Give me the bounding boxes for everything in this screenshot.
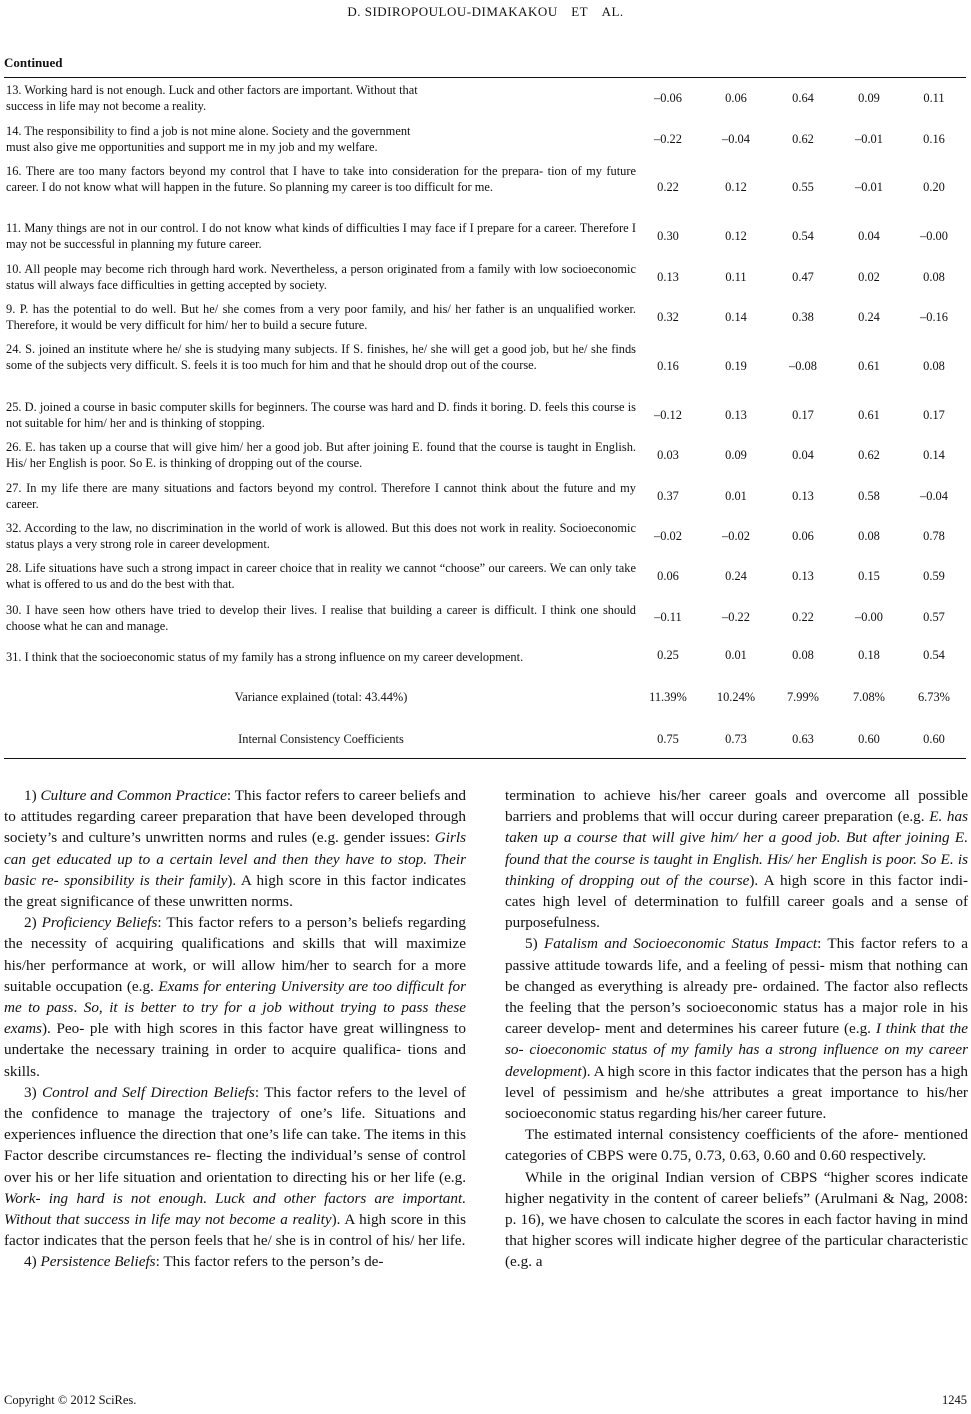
item-text: 27. In my life there are many situations and factors beyond my control. Therefore I cannot think about the future and my career.: [6, 481, 636, 511]
loading-value: 0.06: [657, 569, 679, 583]
variance-value: 6.73%: [917, 690, 950, 704]
loading-value: 0.08: [923, 359, 945, 373]
variance-value: 7.08%: [852, 690, 885, 704]
loading-value: 0.09: [725, 448, 747, 462]
loading-value: 0.59: [923, 569, 945, 583]
consistency-value: 0.73: [725, 732, 747, 746]
loading-value: 0.17: [923, 408, 945, 422]
loading-value: 0.13: [792, 489, 814, 503]
loading-value: –0.00: [855, 610, 883, 624]
table-row: [0, 219, 971, 257]
loading-value: 0.25: [657, 648, 679, 662]
item-text: 24. S. joined an institute where he/ she is studying many subjects. If S. finishes, he/ she will get a good job, but he/ she finds some of the subjects very difficult. S. feels it is too much for him and that he should drop out of the course.: [6, 342, 636, 372]
variance-value: 10.24%: [716, 690, 756, 704]
variance-value: 11.39%: [649, 690, 687, 704]
right-paragraph: The estimated internal consistency coefficients of the afore- mentioned categories of CBPS were 0.75, 0.73, 0.63, 0.60 and 0.60 respectively.: [505, 1126, 968, 1165]
loading-value: 0.04: [792, 448, 814, 462]
loading-value: 0.54: [792, 229, 814, 243]
loading-value: 0.12: [725, 180, 747, 194]
item-text: 9. P. has the potential to do well. But he/ she comes from a very poor family, and his/ her father is an unqualified worker. Therefore, it would be very difficult for him/ her to build a secure future.: [6, 302, 636, 332]
loading-value: 0.61: [858, 359, 880, 373]
loading-value: 0.47: [792, 270, 814, 284]
loading-value: 0.18: [858, 648, 880, 662]
consistency-row: [0, 732, 971, 752]
item-text: 32. According to the law, no discrimination in the world of work is allowed. But this does not work in reality. Socioeconomic status plays a very strong role in career development.: [6, 521, 636, 551]
left-paragraph: 4) Persistence Beliefs: This factor refers to the person’s de-: [24, 1253, 384, 1271]
loading-value: 0.12: [725, 229, 747, 243]
loading-value: 0.37: [657, 489, 679, 503]
loading-value: 0.38: [792, 310, 814, 324]
loading-value: 0.32: [657, 310, 679, 324]
variance-row: [0, 690, 971, 710]
consistency-value: 0.63: [792, 732, 814, 746]
item-text: 16. There are too many factors beyond my control that I have to take into consideration for the prepara- tion of my future career. I do not know what will happen in the future. So planning my career is too difficult for me.: [6, 164, 636, 194]
copyright-footer: Copyright © 2012 SciRes.: [4, 1393, 137, 1407]
loading-value: 0.16: [923, 132, 945, 146]
loading-value: 0.19: [725, 359, 747, 373]
loading-value: 0.06: [725, 91, 747, 105]
right-paragraph: 5) Fatalism and Socioeconomic Status Impact: This factor refers to a passive attitude towards life, and a feeling of pessi- mism that nothing can be changed as everything is already pre- ordained. The factor also reflects the feeling that the person’s socioeconomic status has a major role in his career develop- ment and determines his career future (e.g. I think that the so- cioeconomic status of my family has a strong influence on my career development). A high score in this factor indicates that the person has a high level of pessimism and he/she attributes a great importance to his/her socioeconomic status regarding his/her career future.: [505, 935, 968, 1123]
left-paragraph: 2) Proficiency Beliefs: This factor refers to a person’s beliefs regarding the necessity of acquiring qualifications and skills that will maximize his/her performance at work, or will allow him/her to search for a more suitable occupation (e.g. Exams for entering University are too difficult for me to pass. So, it is better to try for a job without trying to pass these exams). Peo- ple with high scores in this factor have great willingness to undertake the necessary training in order to acquire qualifica- tions and skills.: [4, 914, 467, 1080]
loading-value: –0.02: [654, 529, 682, 543]
left-paragraph: 3) Control and Self Direction Beliefs: This factor refers to the level of the confidence to manage the trajectory of one’s life. Situations and experiences influence the direction that one’s life can take. The items in this Factor describe circumstances re- flecting the individual’s sense of control over his or her life situation and orientation to directing his or her life (e.g. Work- ing hard is not enough. Luck and other factors are important. Without that success in life may not become a reality). A high score in this factor indicates that the person feels that he/ she is in control of his/ her life.: [4, 1083, 466, 1250]
consistency-label: Internal Consistency Coefficients: [238, 732, 404, 746]
item-text: 31. I think that the socioeconomic status of my family has a strong influence on my career development.: [6, 650, 524, 664]
table-row: [0, 122, 971, 160]
loading-value: 0.78: [923, 529, 945, 543]
loading-value: 0.24: [725, 569, 747, 583]
loading-value: 0.08: [792, 648, 814, 662]
loading-value: 0.01: [725, 489, 747, 503]
loading-value: 0.58: [858, 489, 880, 503]
item-text: 25. D. joined a course in basic computer skills for beginners. The course was hard and D. finds it boring. D. feels this course is not suitable for him/ her and is thinking of stopping.: [6, 400, 636, 430]
loading-value: –0.00: [920, 229, 948, 243]
loading-value: 0.54: [923, 648, 945, 662]
loading-value: 0.02: [858, 270, 880, 284]
table-row: [0, 341, 971, 395]
loading-value: 0.13: [792, 569, 814, 583]
left-text-column: [4, 785, 466, 1273]
table-row: [0, 600, 971, 638]
item-text: 10. All people may become rich through hard work. Nevertheless, a person originated from a family with low socioeconomic status will always face difficulties in getting accepted by society.: [6, 262, 636, 292]
table-bottom-rule: [4, 758, 966, 759]
running-header: D. SIDIROPOULOU-DIMAKAKOU ET AL.: [347, 4, 624, 19]
loading-value: 0.11: [725, 270, 747, 284]
loading-value: –0.16: [920, 310, 948, 324]
table-row: [0, 559, 971, 597]
item-text: 26. E. has taken up a course that will give him/ her a good job. But after joining E. found that the course is taught in English. His/ her English is poor. So E. is thinking of dropping out of the course.: [6, 440, 636, 470]
table-row: [0, 398, 971, 436]
loading-value: 0.08: [858, 529, 880, 543]
item-text: 14. The responsibility to find a job is not mine alone. Society and the government must also give me opportunities and support me in my job and my welfare.: [6, 124, 411, 154]
variance-value: 7.99%: [786, 690, 819, 704]
loading-value: –0.12: [654, 408, 682, 422]
loading-value: 0.62: [792, 132, 814, 146]
loading-value: –0.04: [722, 132, 750, 146]
table-row: [0, 519, 971, 557]
loading-value: 0.04: [858, 229, 880, 243]
loading-value: 0.01: [725, 648, 747, 662]
loading-value: 0.61: [858, 408, 880, 422]
loading-value: –0.01: [855, 180, 883, 194]
variance-label: Variance explained (total: 43.44%): [234, 690, 408, 704]
table-row: [0, 300, 971, 338]
loading-value: 0.22: [657, 180, 679, 194]
loading-value: 0.64: [792, 91, 814, 105]
loading-value: 0.11: [923, 91, 945, 105]
loading-value: –0.06: [654, 91, 682, 105]
loading-value: 0.55: [792, 180, 814, 194]
loading-value: 0.14: [725, 310, 747, 324]
right-paragraph-continued: termination to achieve his/her career goals and overcome all possible barriers and problems that will occur during career preparation (e.g. E. has taken up a course that will give him/ her a good job. But after joining E. found that the course is taught in English. His/ her English is poor. So E. is thinking of dropping out of the course). A high score in this factor indi- cates high level of determination to fulfill career goals and a sense of purposefulness.: [505, 787, 969, 932]
loading-value: –0.22: [654, 132, 682, 146]
loading-value: –0.11: [654, 610, 682, 624]
loading-value: 0.15: [858, 569, 880, 583]
loading-value: –0.01: [855, 132, 883, 146]
table-row: [0, 260, 971, 298]
loading-value: 0.57: [923, 610, 945, 624]
consistency-value: 0.75: [657, 732, 679, 746]
loading-value: 0.22: [792, 610, 814, 624]
loading-value: 0.30: [657, 229, 679, 243]
table-row: [0, 163, 971, 215]
loading-value: 0.24: [858, 310, 880, 324]
loading-value: 0.62: [858, 448, 880, 462]
item-text: 30. I have seen how others have tried to develop their lives. I realise that building a career is difficult. I think one should choose what he can and manage.: [6, 603, 636, 633]
loading-value: 0.08: [923, 270, 945, 284]
loading-value: –0.02: [722, 529, 750, 543]
loading-value: 0.17: [792, 408, 814, 422]
loading-value: 0.16: [657, 359, 679, 373]
consistency-value: 0.60: [858, 732, 880, 746]
loading-value: –0.22: [722, 610, 750, 624]
table-continued-label: Continued: [4, 55, 63, 70]
loading-value: 0.13: [725, 408, 747, 422]
table-row: [0, 479, 971, 517]
right-text-column: [505, 785, 968, 1273]
loading-value: 0.20: [923, 180, 945, 194]
consistency-value: 0.60: [923, 732, 945, 746]
loading-value: 0.06: [792, 529, 814, 543]
table-row: [0, 81, 971, 119]
loading-value: 0.14: [923, 448, 945, 462]
item-text: 13. Working hard is not enough. Luck and other factors are important. Without that success in life may not become a reality.: [6, 83, 418, 113]
left-paragraph: 1) Culture and Common Practice: This factor refers to career beliefs and to attitudes regarding career preparation that have been developed through society’s and culture’s unwritten norms and rules (e.g. gender issues: Girls can get educated up to a certain level and then they have to stop. Their basic re- sponsibility is their family). A high score in this factor indicates the great significance of these unwritten norms.: [4, 787, 467, 911]
loading-value: 0.13: [657, 270, 679, 284]
item-text: 28. Life situations have such a strong impact in career choice that in reality we cannot “choose” our careers. We can only take what is offered to us and do the best with that.: [6, 561, 636, 591]
table-top-rule: [4, 77, 966, 78]
page-number: 1245: [942, 1393, 967, 1407]
loading-value: 0.03: [657, 448, 679, 462]
loading-value: 0.09: [858, 91, 880, 105]
table-row: [0, 438, 971, 476]
loading-value: –0.04: [920, 489, 948, 503]
loading-value: –0.08: [789, 359, 817, 373]
item-text: 11. Many things are not in our control. I do not know what kinds of difficulties I may face if I prepare for a career. Therefore I may not be successful in planning my future career.: [6, 221, 636, 251]
table-row: [0, 642, 971, 672]
right-paragraph: While in the original Indian version of CBPS “higher scores indicate higher negativity in the content of career beliefs” (Arulmani & Nag, 2008: p. 16), we have chosen to calculate the scores in each factor having in mind that higher scores will indicate higher degree of the particular characteristic (e.g. a: [505, 1168, 968, 1271]
